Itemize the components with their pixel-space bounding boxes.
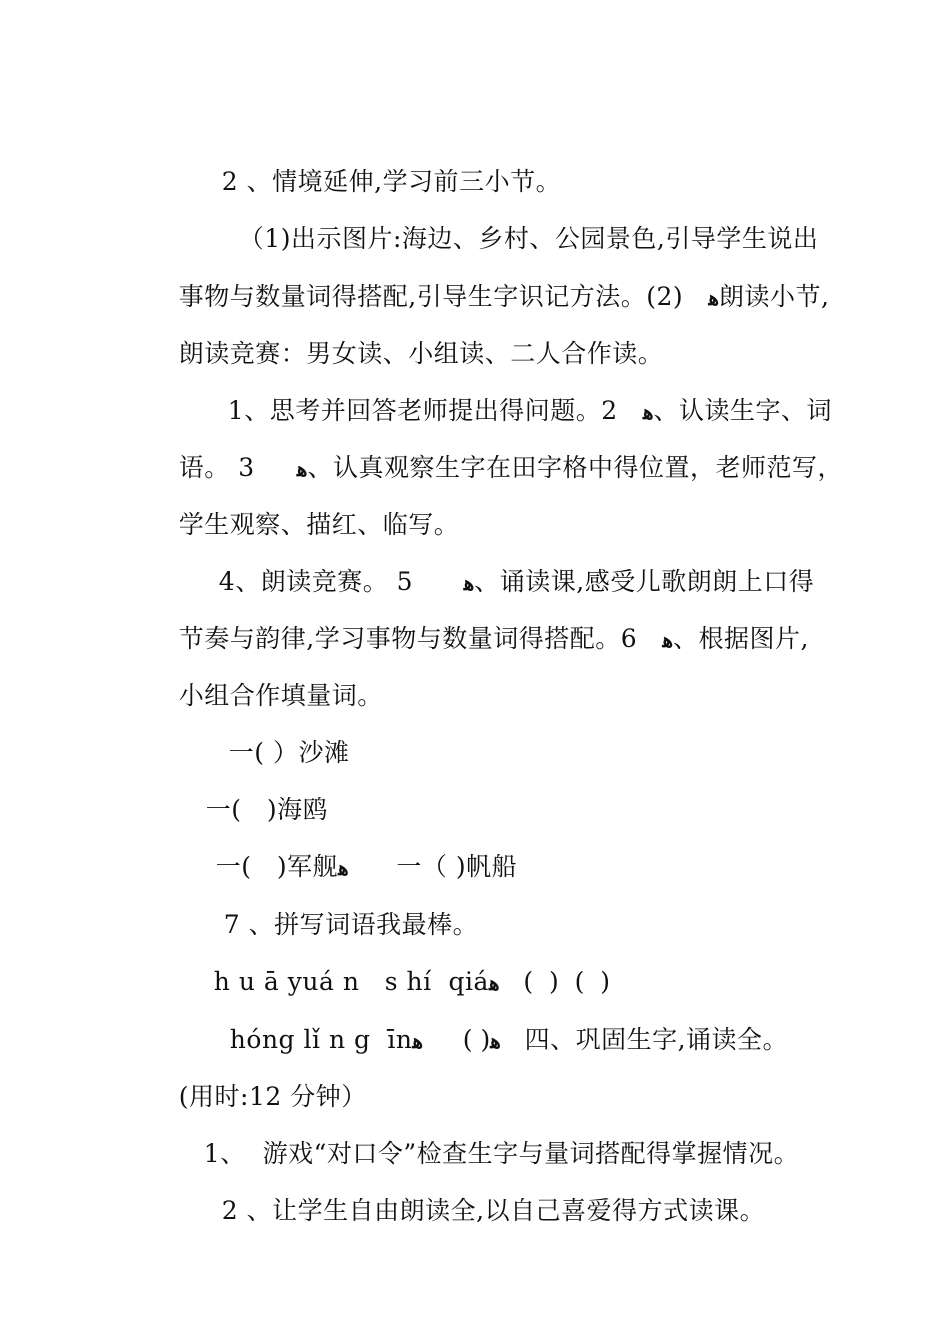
line-text-tail: 一（ )帆船	[348, 852, 518, 881]
line-text: h u ā yuá n s hí qiá	[213, 967, 489, 996]
line-text: 一( ）沙滩	[228, 738, 350, 767]
symbol-mark: ﻫ	[412, 1029, 424, 1053]
line-text-tail: 、诵读课,感受儿歌朗朗上口得	[474, 567, 815, 596]
symbol-mark: ﻫ	[488, 971, 500, 995]
line-text-tail: 、根据图片,	[673, 624, 809, 653]
text-line-19	[188, 1166, 765, 1256]
symbol-mark: ﻫ	[296, 457, 308, 481]
line-text: hóng lǐ n g īn	[229, 1025, 413, 1054]
line-text: (用时:12 分钟）	[178, 1082, 367, 1111]
symbol-mark: ﻫ	[642, 400, 654, 424]
line-text: 1、 游戏“对口令”检查生字与量词搭配得掌握情况。	[203, 1139, 800, 1168]
symbol-mark: ﻫ	[490, 1029, 501, 1053]
line-text-tail: 、认真观察生字在田字格中得位置，老师范写，	[307, 453, 843, 482]
line-text: （1)出示图片:海边、乡村、公园景色,引导学生说出	[238, 224, 819, 253]
symbol-mark: ﻫ	[338, 856, 349, 880]
line-text: 2 、情境延伸,学习前三小节。	[221, 167, 562, 196]
line-text: 节奏与韵律,学习事物与数量词得搭配。6	[178, 624, 663, 653]
line-text-tail: 、认读生字、词	[653, 396, 833, 425]
line-text-tail: ( )	[423, 1025, 491, 1054]
line-text: 小组合作填量词。	[178, 681, 383, 710]
line-text: 4、朗读竞赛。 5	[218, 567, 464, 596]
line-text-tail: 四、巩固生字,诵读全。	[500, 1025, 789, 1054]
line-text: 学生观察、描红、临写。	[178, 510, 460, 539]
line-text: 一( )军舰	[215, 852, 339, 881]
symbol-mark: ﻫ	[662, 628, 674, 652]
line-text: 2 、让学生自由朗读全,以自己喜爱得方式读课。	[221, 1196, 766, 1225]
line-text: 一( )海鸥	[205, 795, 329, 824]
symbol-mark: ﻫ	[708, 286, 720, 310]
line-text: 朗读竞赛：男女读、小组读、二人合作读。	[178, 339, 664, 368]
line-text: 7 、拼写词语我最棒。	[223, 910, 479, 939]
line-text: 1、思考并回答老师提出得问题。2	[227, 396, 643, 425]
line-text-tail: ( ) ( )	[499, 967, 611, 996]
symbol-mark: ﻫ	[463, 571, 475, 595]
line-text: 事物与数量词得搭配,引导生字识记方法。(2)	[178, 282, 709, 311]
line-text: 语。 3	[178, 453, 297, 482]
line-text-tail: 朗读小节,	[719, 282, 830, 311]
